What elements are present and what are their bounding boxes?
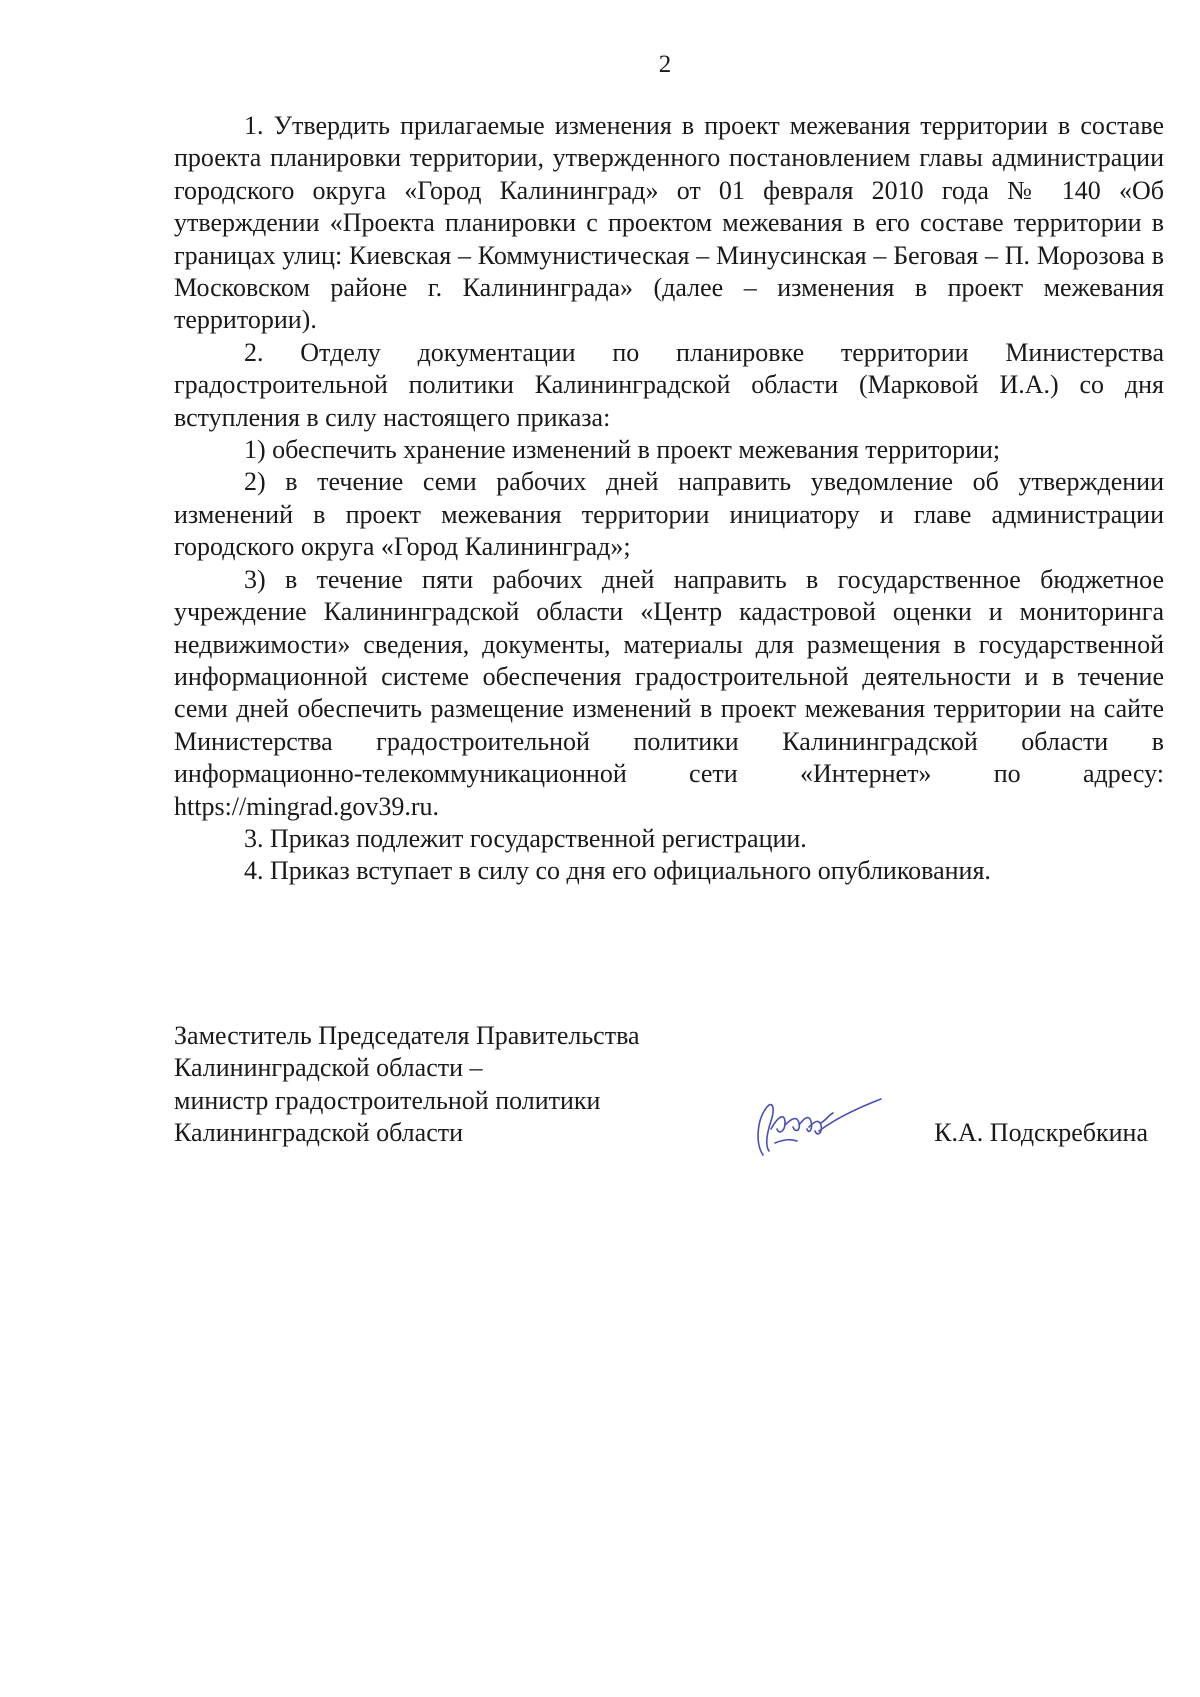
page-number: 2	[658, 51, 672, 78]
signatory-title-line: министр градостроительной политики	[174, 1085, 601, 1115]
signatory-title-line: Заместитель Председателя Правительства	[174, 1021, 640, 1050]
signatory-title-line: Калининградской области –	[174, 1053, 483, 1083]
signature-block	[174, 1020, 1164, 1160]
subparagraph-item-2: 2) в течение семи рабочих дней направить уведомление об утверждении изменений в проект межевания территории инициатору и главе администрации городского округа «Город Калининград»;	[174, 467, 1164, 562]
signatory-title	[174, 1020, 734, 1150]
paragraph-item-2: 2. Отделу документации по планировке территории Министерства градостроительной политики Калининградской области (Марковой И.А.) со дня вступления в силу настоящего приказа:	[174, 337, 1164, 432]
paragraph-item-4: 4. Приказ вступает в силу со дня его официального опубликования.	[244, 856, 991, 886]
signatory-name: К.А. Подскребкина	[934, 1118, 1148, 1147]
subparagraph-item-3: 3) в течение пяти рабочих дней направить в государственное бюджетное учреждение Калининградской области «Центр кадастровой оценки и мониторинга недвижимости» сведения, документы, материалы для размещения в государственной информационной системе обеспечения градостроительной деятельности и в течение семи дней обеспечить размещение изменений в проект межевания территории на сайте Министерства градостроительной политики Калининградской области в информационно-телекоммуникационной сети «Интернет» по адресу: https://mingrad.gov39.ru.	[174, 564, 1164, 821]
order-body	[174, 110, 1164, 888]
signatory-title-line: Калининградской области	[174, 1118, 464, 1148]
subparagraph-item-1: 1) обеспечить хранение изменений в проект межевания территории;	[244, 435, 1001, 465]
paragraph-item-1: 1. Утвердить прилагаемые изменения в проект межевания территории в составе проекта планировки территории, утвержденного постановлением главы администрации городского округа «Город Калининград» от 01 февраля 2010 года № 140 «Об утверждении «Проекта планировки с проектом межевания в его составе территории в границах улиц: Киевская – Коммунистическая – Минусинская – Беговая – П. Морозова в Московском районе г. Калининграда» (далее – изменения в проект межевания территории).	[174, 111, 1164, 335]
paragraph-item-3: 3. Приказ подлежит государственной регистрации.	[244, 823, 807, 853]
handwritten-signature	[745, 1085, 885, 1165]
